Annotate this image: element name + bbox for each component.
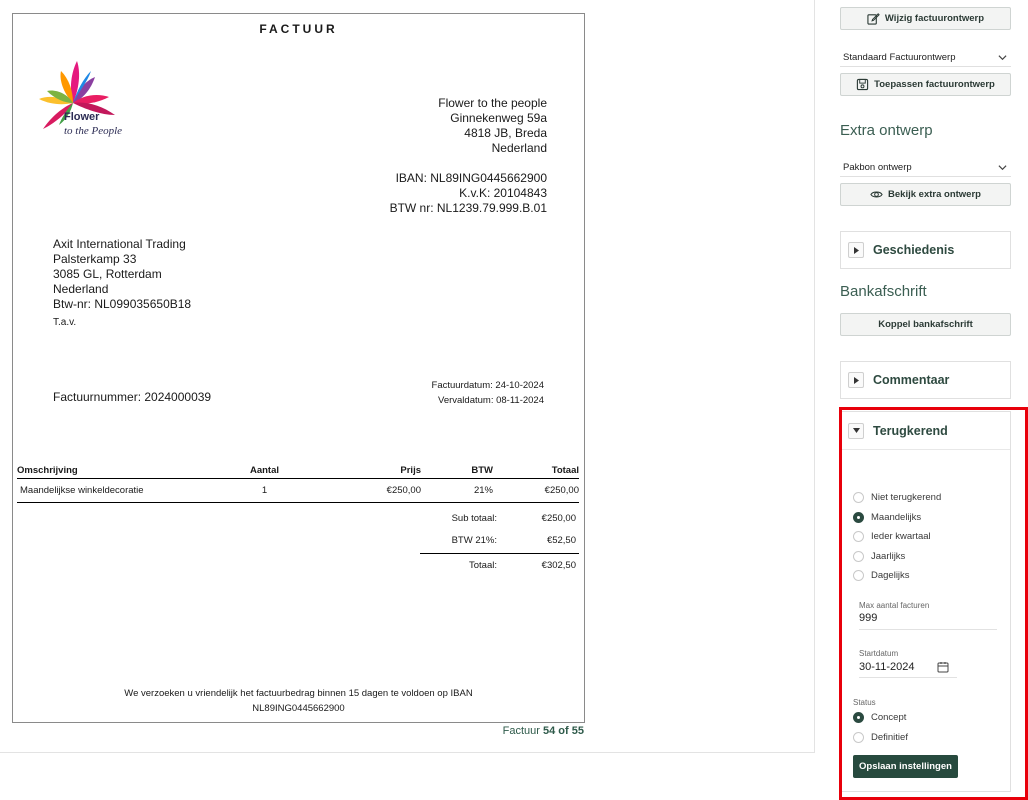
logo-text-flower: Flower xyxy=(64,111,100,123)
pager-prefix: Factuur xyxy=(502,725,540,737)
bank-statement-title: Bankafschrift xyxy=(840,283,927,300)
cell-vat: 21% xyxy=(473,485,493,496)
due-date: Vervaldatum: 08-11-2024 xyxy=(438,395,544,406)
apply-design-button[interactable] xyxy=(840,73,1011,96)
totals-block xyxy=(420,507,579,577)
extra-design-title: Extra ontwerp xyxy=(840,122,933,139)
status-label: Status xyxy=(853,698,876,707)
view-extra-design-label: Bekijk extra ontwerp xyxy=(888,189,981,200)
eye-icon xyxy=(870,188,883,201)
total-row xyxy=(420,553,579,577)
header-description: Omschrijving xyxy=(17,465,78,476)
save-settings-button[interactable]: Opslaan instellingen xyxy=(853,755,958,778)
extra-design-select-value: Pakbon ontwerp xyxy=(843,162,912,173)
sender-name: Flower to the people xyxy=(438,96,547,110)
pager-of: of xyxy=(558,725,569,737)
recipient-attention: T.a.v. xyxy=(53,317,77,328)
recipient-name: Axit International Trading xyxy=(53,237,186,251)
status-options xyxy=(853,708,908,747)
radio-dot xyxy=(853,492,864,503)
cell-total: €250,00 xyxy=(544,485,579,496)
extra-design-select[interactable] xyxy=(840,159,1011,177)
pager-current: 54 xyxy=(542,725,556,737)
recurrence-options xyxy=(853,488,941,586)
save-icon xyxy=(856,78,869,91)
sender-btw: BTW nr: NL1239.79.999.B.01 xyxy=(389,201,547,215)
subtotal-label: Sub totaal: xyxy=(451,512,497,524)
vat-label: BTW 21%: xyxy=(451,534,497,546)
radio-dot xyxy=(853,551,864,562)
link-bank-statement-label: Koppel bankafschrift xyxy=(878,319,973,330)
recurring-label: Terugkerend xyxy=(873,423,948,438)
sender-financial xyxy=(390,171,547,216)
radio-quarterly[interactable] xyxy=(853,527,941,547)
invoice-sidebar xyxy=(830,0,1028,799)
start-date-value: 30-11-2024 xyxy=(859,661,915,673)
recipient-address xyxy=(53,237,191,330)
expand-icon xyxy=(848,242,864,258)
chevron-down-icon xyxy=(998,163,1007,172)
vat-row xyxy=(420,529,579,551)
radio-dot xyxy=(853,531,864,542)
table-header xyxy=(17,463,579,479)
table-row xyxy=(17,479,579,503)
radio-concept[interactable] xyxy=(853,708,908,728)
recurring-panel xyxy=(840,411,1011,792)
edit-design-button[interactable] xyxy=(840,7,1011,30)
header-vat: BTW xyxy=(471,465,493,476)
max-invoices-label: Max aantal facturen xyxy=(859,601,930,610)
total-label: Totaal: xyxy=(469,560,497,571)
sender-country: Nederland xyxy=(491,141,547,155)
radio-yearly[interactable] xyxy=(853,547,941,567)
invoice-pager xyxy=(503,725,584,737)
max-invoices-value: 999 xyxy=(859,612,878,624)
sender-street: Ginnekenweg 59a xyxy=(450,111,547,125)
radio-definitive[interactable] xyxy=(853,728,908,748)
radio-dot xyxy=(853,570,864,581)
invoice-dates xyxy=(432,378,544,408)
start-date-input[interactable] xyxy=(859,660,957,674)
radio-monthly[interactable] xyxy=(853,508,941,528)
radio-daily[interactable] xyxy=(853,566,941,586)
chevron-down-icon xyxy=(998,53,1007,62)
subtotal-row xyxy=(420,507,579,529)
recipient-btw: Btw-nr: NL099035650B18 xyxy=(53,297,192,311)
header-quantity: Aantal xyxy=(249,465,280,476)
sender-address xyxy=(438,96,547,156)
header-total: Totaal xyxy=(551,465,579,476)
invoice-page xyxy=(12,13,585,723)
radio-dot-selected xyxy=(853,512,864,523)
radio-label: Jaarlijks xyxy=(871,550,906,562)
history-section-toggle[interactable] xyxy=(840,231,1011,269)
cell-quantity: 1 xyxy=(261,485,268,496)
logo-text-tagline: to the People xyxy=(64,125,123,137)
sender-iban: IBAN: NL89ING0445662900 xyxy=(395,171,547,185)
calendar-icon[interactable] xyxy=(937,661,949,673)
sender-kvk: K.v.K: 20104843 xyxy=(459,186,547,200)
line-items-table xyxy=(17,463,579,503)
field-underline xyxy=(859,677,957,678)
payment-note-line1: We verzoeken u vriendelijk het factuurbedrag binnen 15 dagen te voldoen op IBAN xyxy=(124,688,473,699)
comments-label: Commentaar xyxy=(873,373,950,387)
subtotal-value: €250,00 xyxy=(541,512,576,524)
cell-price: €250,00 xyxy=(386,485,421,496)
apply-design-label: Toepassen factuurontwerp xyxy=(874,79,995,90)
vat-value: €52,50 xyxy=(546,534,576,546)
radio-label: Concept xyxy=(871,712,907,724)
radio-dot-selected xyxy=(853,712,864,723)
radio-not-recurring[interactable] xyxy=(853,488,941,508)
collapse-icon xyxy=(848,423,864,439)
radio-label: Niet terugkerend xyxy=(871,492,942,504)
recipient-street: Palsterkamp 33 xyxy=(53,252,137,266)
invoice-title: FACTUUR xyxy=(259,22,338,36)
pager-total: 55 xyxy=(571,725,584,737)
expand-icon xyxy=(848,372,864,388)
edit-icon xyxy=(867,12,880,25)
max-invoices-field[interactable] xyxy=(859,601,997,630)
invoice-date: Factuurdatum: 24-10-2024 xyxy=(431,380,544,391)
invoice-number: Factuurnummer: 2024000039 xyxy=(53,390,212,404)
recurring-section-toggle[interactable] xyxy=(841,412,1010,450)
field-underline xyxy=(859,629,997,630)
recipient-city: 3085 GL, Rotterdam xyxy=(53,267,162,281)
radio-dot xyxy=(853,732,864,743)
cell-description: Maandelijkse winkeldecoratie xyxy=(20,485,144,496)
radio-label: Ieder kwartaal xyxy=(871,531,931,543)
radio-label: Maandelijks xyxy=(871,511,922,523)
header-price: Prijs xyxy=(400,465,421,476)
total-value: €302,50 xyxy=(541,560,576,571)
recipient-country: Nederland xyxy=(53,282,109,296)
design-select[interactable] xyxy=(840,49,1011,67)
radio-label: Dagelijks xyxy=(871,570,910,582)
design-select-value: Standaard Factuurontwerp xyxy=(843,52,956,63)
edit-design-label: Wijzig factuurontwerp xyxy=(884,13,985,24)
view-extra-design-button[interactable] xyxy=(840,183,1011,206)
history-label: Geschiedenis xyxy=(873,243,955,257)
payment-note-line2: NL89ING0445662900 xyxy=(252,703,345,714)
comments-section-toggle[interactable] xyxy=(840,361,1011,399)
payment-note xyxy=(13,686,584,716)
start-date-label: Startdatum xyxy=(859,649,899,658)
radio-label: Definitief xyxy=(871,731,908,743)
sender-city: 4818 JB, Breda xyxy=(464,126,547,140)
link-bank-statement-button[interactable] xyxy=(840,313,1011,336)
start-date-field[interactable] xyxy=(859,649,957,678)
